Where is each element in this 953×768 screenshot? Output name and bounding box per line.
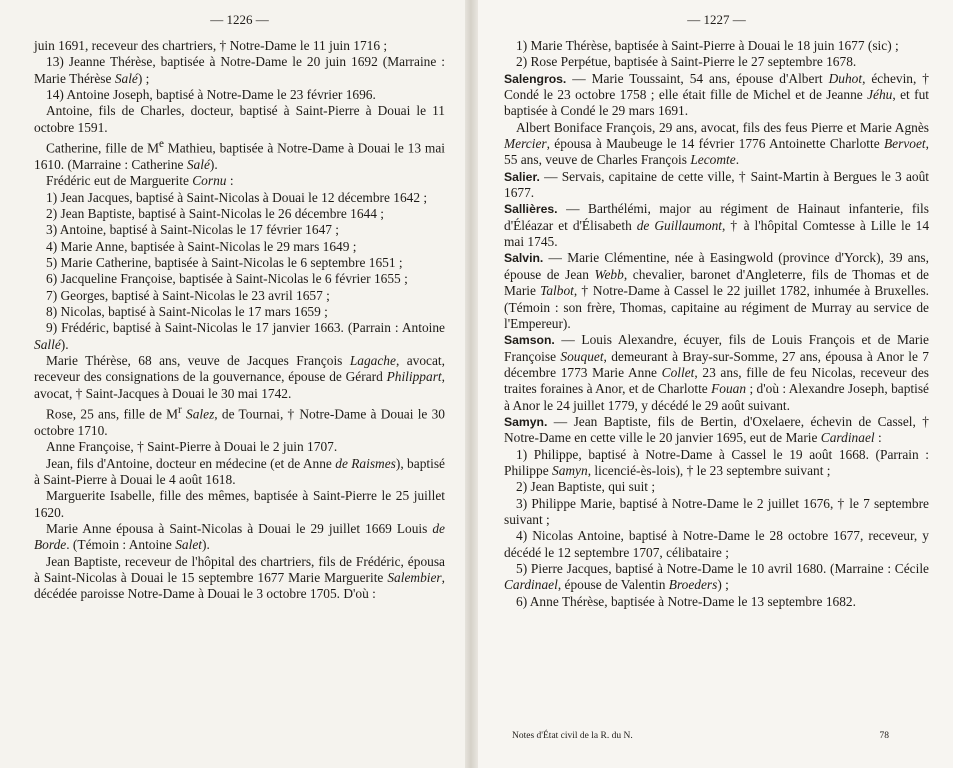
paragraph: 2) Jean Baptiste, qui suit ; [516,479,656,495]
paragraph: 9) Frédéric, baptisé à Saint-Nicolas le 17 janvier 1663. (Parrain : Antoine Sallé). [34,320,445,352]
book-gutter [465,0,478,768]
right-page [478,0,953,768]
paragraph: 5) Pierre Jacques, baptisé à Notre-Dame le 10 avril 1680. (Marraine : Cécile Cardinael, épouse de Valentin Broeders) ; [504,561,929,593]
page-footer [504,728,929,744]
paragraph: Salengros. — Marie Toussaint, 54 ans, épouse d'Albert Duhot, échevin, † Condé le 23 octobre 1758 ; elle était fille de Michel et de Jeanne Jéhu, et fut baptisée à Condé le 29 mars 1691. [504,70,929,119]
paragraph: Albert Boniface François, 29 ans, avocat, fils des feus Pierre et Marie Agnès Mercier, épousa à Maubeuge le 14 février 1776 Antoinette Charlotte Bervoet, 55 ans, veuve de Charles François Lecomte. [504,119,929,168]
paragraph: Catherine, fille de Me Mathieu, baptisée à Notre-Dame à Douai le 13 mai 1610. (Marraine : Catherine Salé). [34,138,445,172]
paragraph: 1) Jean Jacques, baptisé à Saint-Nicolas à Douai le 12 décembre 1642 ; [46,189,428,205]
paragraph: 6) Jacqueline Françoise, baptisée à Saint-Nicolas le 6 février 1655 ; [46,271,408,287]
paragraph: 1) Marie Thérèse, baptisée à Saint-Pierre à Douai le 18 juin 1677 (sic) ; [516,38,899,53]
left-page [0,0,465,768]
footer-title: Notes d'État civil de la R. du N. [512,731,633,741]
paragraph: 14) Antoine Joseph, baptisé à Notre-Dame le 23 février 1696. [46,87,376,103]
paragraph: Salier. — Servais, capitaine de cette ville, † Saint-Martin à Bergues le 3 août 1677. [504,168,929,201]
paragraph: Samson. — Louis Alexandre, écuyer, fils de Louis François et de Marie Françoise Souquet, demeurant à Bray-sur-Somme, 27 ans, épousa à Anor le 7 décembre 1773 Marie Anne Collet, 23 ans, fille de feu Nicolas, receveur des traites foraines à Anor, et de Charlotte Fouan ; d'où : Alexandre Joseph, baptisé à Anor le 24 juillet 1779, y décédé le 29 août suivant. [504,332,929,413]
page-body [504,38,929,610]
paragraph: Marie Thérèse, 68 ans, veuve de Jacques François Lagache, avocat, receveur des consignations de la gouvernance, épouse de Gérard Philippart, avocat, † Saint-Jacques à Douai le 30 mai 1742. [34,353,445,401]
paragraph: 4) Marie Anne, baptisée à Saint-Nicolas le 29 mars 1649 ; [46,238,357,254]
paragraph: 3) Antoine, baptisé à Saint-Nicolas le 17 février 1647 ; [46,222,340,238]
paragraph: Antoine, fils de Charles, docteur, baptisé à Saint-Pierre à Douai le 11 octobre 1591. [34,103,445,135]
paragraph: 4) Nicolas Antoine, baptisé à Notre-Dame le 28 octobre 1677, receveur, y décédé le 12 septembre 1707, célibataire ; [504,528,929,560]
paragraph: 2) Jean Baptiste, baptisé à Saint-Nicolas le 26 décembre 1644 ; [46,205,385,221]
page-number-header: — 1227 — [687,12,746,27]
footer-signature-number: 78 [879,731,889,741]
paragraph: Marguerite Isabelle, fille des mêmes, baptisée à Saint-Pierre le 25 juillet 1620. [34,488,445,520]
paragraph: 5) Marie Catherine, baptisée à Saint-Nicolas le 6 septembre 1651 ; [46,254,403,270]
paragraph: Jean Baptiste, receveur de l'hôpital des chartriers, fils de Frédéric, épousa à Saint-Nicolas à Douai le 15 septembre 1677 Marie Marguerite Salembier, décédée paroisse Notre-Dame à Douai le 3 octobre 1705. D'où : [34,553,445,602]
paragraph: Rose, 25 ans, fille de $M^r$ Salez, de Tournai, † Notre-Dame à Douai le 30 octobre 1710. [34,404,445,438]
page-number-header: — 1226 — [210,12,269,27]
paragraph: Salvin. — Marie Clémentine, née à Easingwold (province d'Yorck), 39 ans, épouse de Jean Webb, chevalier, baronet d'Angleterre, fils de Thomas et de Marie Talbot, † Notre-Dame à Cassel le 22 juillet 1782, inhumée à Bruxelles. (Témoin : son frère, Thomas, capitaine au régiment de Murray au service de l'Empereur). [504,250,929,331]
paragraph: Samyn. — Jean Baptiste, fils de Bertin, d'Oxelaere, échevin de Cassel, † Notre-Dame en cette ville le 20 janvier 1695, eut de Marie Cardinael : [504,413,929,446]
paragraph: Sallières. — Barthélémi, major au régiment de Hainaut infanterie, fils d'Éléazar et d'Élisabeth de Guillaumont, † à l'hôpital Comtesse à Lille le 14 mai 1745. [504,201,930,250]
paragraph: Anne Françoise, † Saint-Pierre à Douai le 2 juin 1707. [46,439,338,455]
paragraph: juin 1691, receveur des chartriers, † Notre-Dame le 11 juin 1716 ; [34,38,388,53]
paragraph: 13) Jeanne Thérèse, baptisée à Notre-Dame le 20 juin 1692 (Marraine : Marie Thérèse Salé) ; [34,54,445,86]
page-body [34,38,445,603]
paragraph: Marie Anne épousa à Saint-Nicolas à Douai le 29 juillet 1669 Louis de Borde. (Témoin : Antoine Salet). [34,520,445,553]
paragraph: 2) Rose Perpétue, baptisée à Saint-Pierre le 27 septembre 1678. [516,54,857,70]
paragraph: 1) Philippe, baptisé à Notre-Dame à Cassel le 19 août 1668. (Parrain : Philippe Samyn, licencié-ès-lois), † le 23 septembre suivant ; [504,446,929,478]
paragraph: 3) Philippe Marie, baptisé à Notre-Dame le 2 juillet 1676, † le 7 septembre suivant ; [504,495,929,527]
paragraph: 8) Nicolas, baptisé à Saint-Nicolas le 17 mars 1659 ; [46,303,328,319]
paragraph: Frédéric eut de Marguerite Cornu : [46,173,234,189]
paragraph: Jean, fils d'Antoine, docteur en médecine (et de Anne de Raismes), baptisé à Saint-Pierre à Douai le 4 août 1618. [34,455,445,487]
paragraph: 6) Anne Thérèse, baptisée à Notre-Dame le 13 septembre 1682. [516,593,856,609]
paragraph: 7) Georges, baptisé à Saint-Nicolas le 23 avril 1657 ; [46,287,330,303]
